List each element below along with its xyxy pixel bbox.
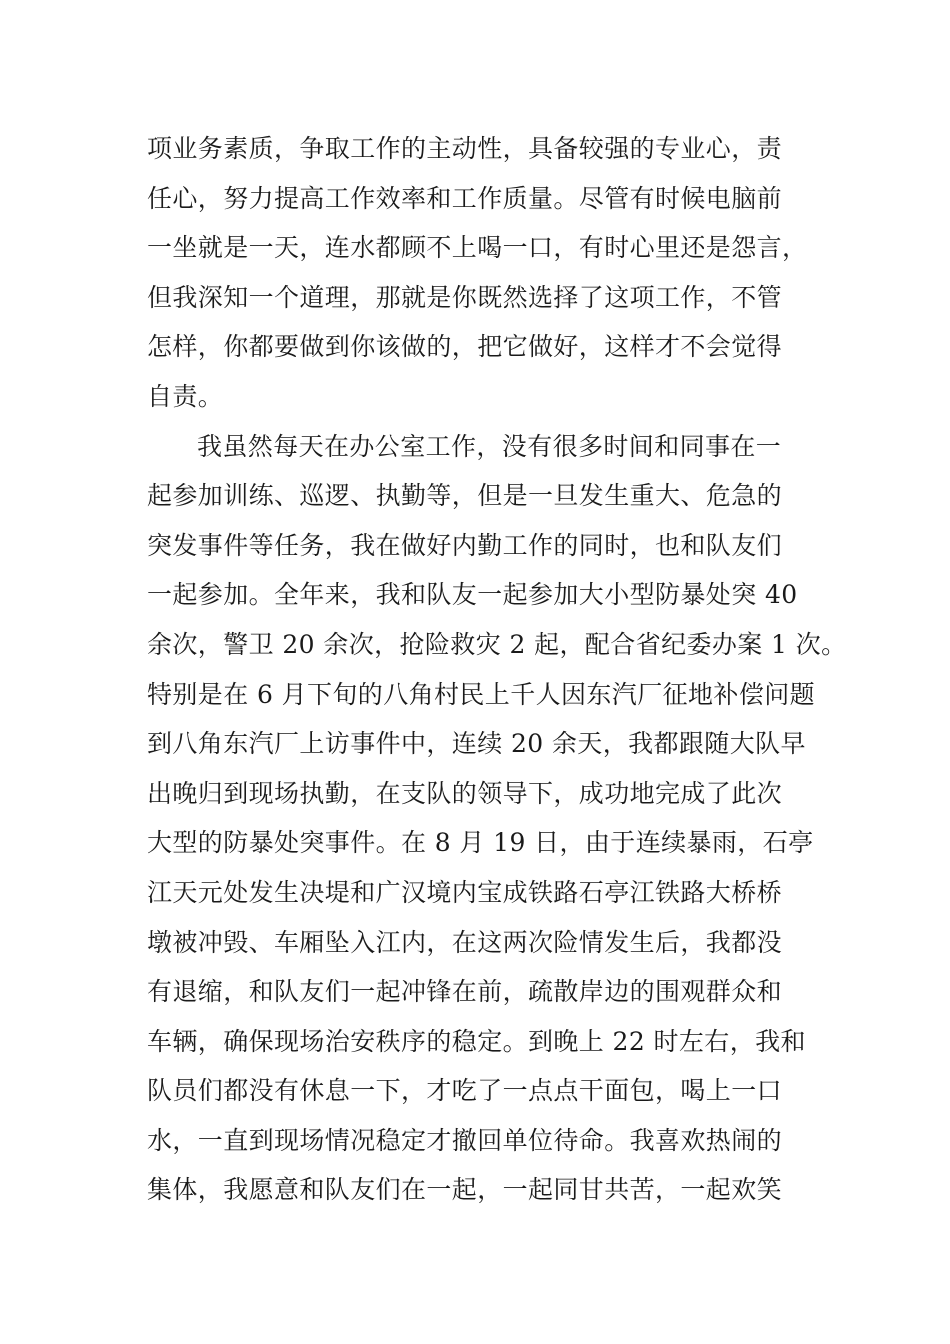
text-line: 大型的防暴处突事件。在 8 月 19 日，由于连续暴雨，石亭: [147, 828, 814, 858]
text-line: 但我深知一个道理，那就是你既然选择了这项工作，不管: [147, 282, 783, 312]
text-line: 集体，我愿意和队友们在一起，一起同甘共苦，一起欢笑: [147, 1175, 783, 1205]
text-line: 突发事件等任务，我在做好内勤工作的同时，也和队友们: [147, 530, 783, 560]
document-body: [147, 124, 847, 1215]
text-line: 余次，警卫 20 余次，抢险救灾 2 起，配合省纪委办案 1 次。: [147, 629, 847, 659]
text-line: 一坐就是一天，连水都顾不上喝一口，有时心里还是怨言，: [147, 233, 808, 263]
text-line: 队员们都没有休息一下，才吃了一点点干面包，喝上一口: [147, 1076, 783, 1106]
text-line: 一起参加。全年来，我和队友一起参加大小型防暴处突 40: [147, 580, 798, 610]
text-line: 墩被冲毁、车厢坠入江内，在这两次险情发生后，我都没: [147, 927, 783, 957]
text-line: 江天元处发生决堤和广汉境内宝成铁路石亭江铁路大桥桥: [147, 877, 783, 907]
text-line: 出晚归到现场执勤，在支队的领导下，成功地完成了此次: [147, 778, 783, 808]
text-line: 任心，努力提高工作效率和工作质量。尽管有时候电脑前: [147, 183, 783, 213]
text-line: 到八角东汽厂上访事件中，连续 20 余天，我都跟随大队早: [147, 729, 806, 759]
text-line: 特别是在 6 月下旬的八角村民上千人因东汽厂征地补偿问题: [147, 679, 816, 709]
text-line: 水，一直到现场情况稳定才撤回单位待命。我喜欢热闹的: [147, 1125, 783, 1155]
text-line: 有退缩，和队友们一起冲锋在前，疏散岸边的围观群众和: [147, 977, 783, 1007]
text-line: 我虽然每天在办公室工作，没有很多时间和同事在一: [197, 431, 782, 461]
text-line: 自责。: [147, 381, 224, 411]
text-line: 起参加训练、巡逻、执勤等，但是一旦发生重大、危急的: [147, 481, 783, 511]
text-line: 车辆，确保现场治安秩序的稳定。到晚上 22 时左右，我和: [147, 1026, 806, 1056]
paragraph-2: [147, 422, 847, 1216]
text-line: 怎样，你都要做到你该做的，把它做好，这样才不会觉得: [147, 332, 783, 362]
paragraph-1: [147, 124, 807, 422]
text-line: 项业务素质，争取工作的主动性，具备较强的专业心，责: [147, 134, 783, 163]
